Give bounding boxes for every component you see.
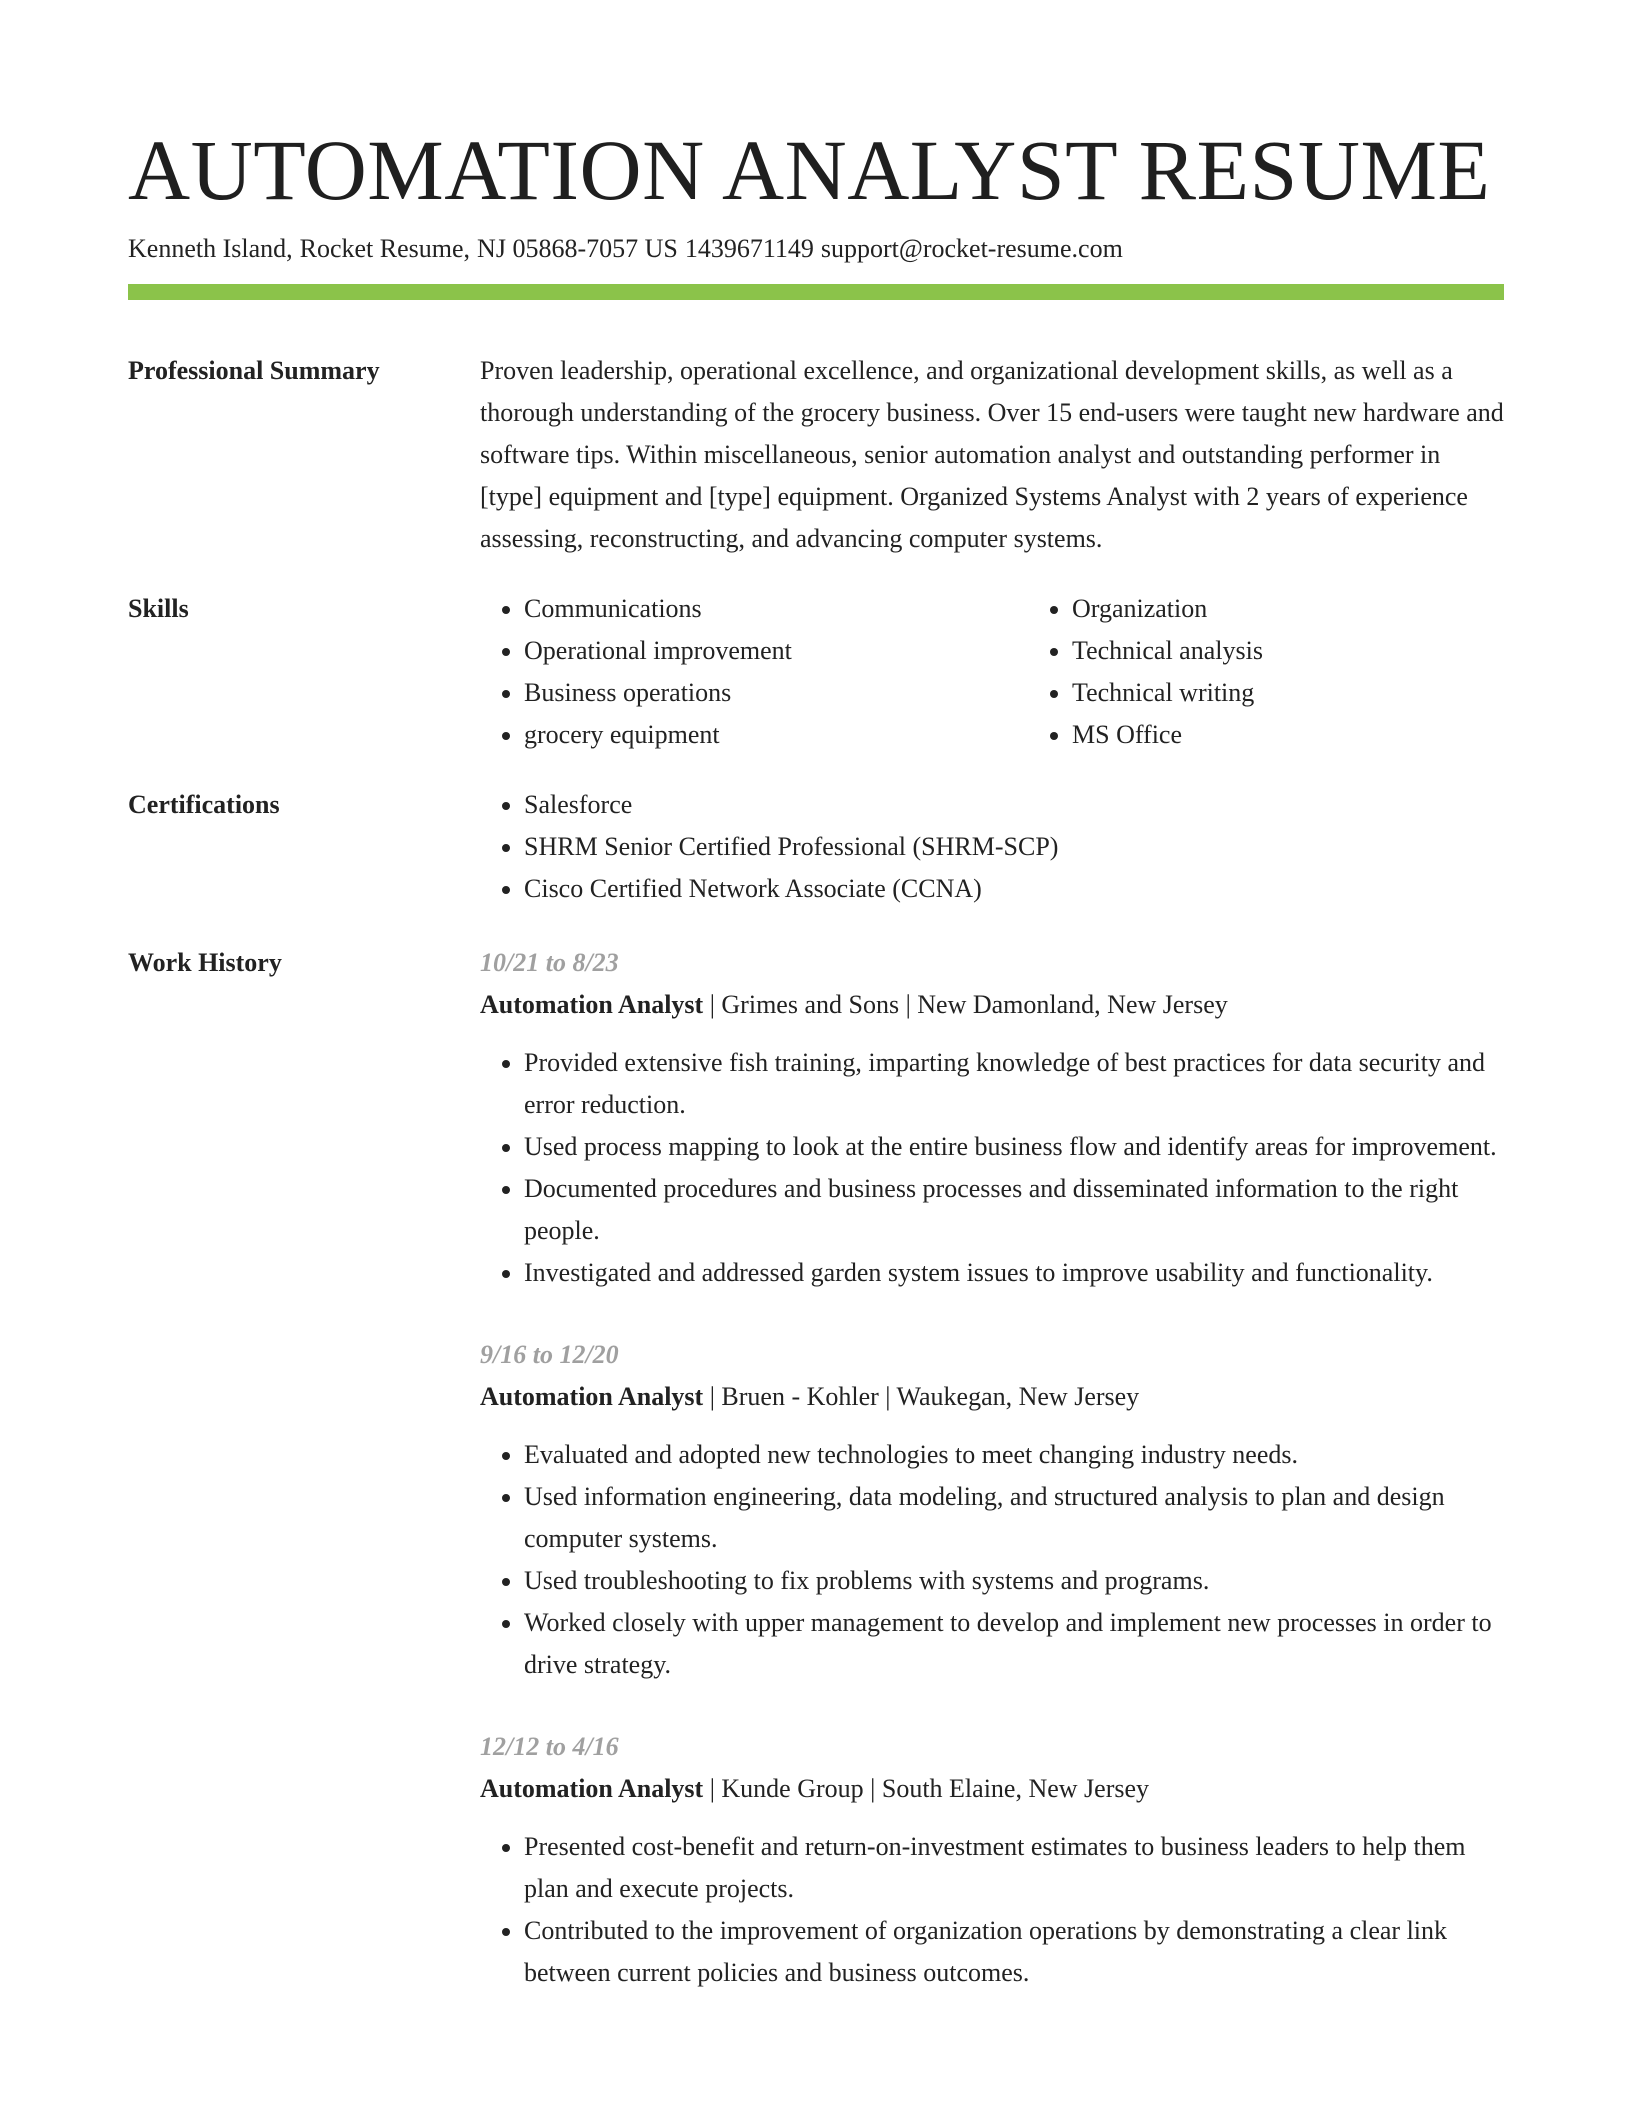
contact-location: NJ 05868-7057 US bbox=[477, 234, 678, 263]
job-heading bbox=[480, 1768, 1504, 1810]
contact-email: support@rocket-resume.com bbox=[820, 234, 1123, 263]
skill-item: • Communications bbox=[524, 588, 1028, 630]
summary-body bbox=[480, 350, 1504, 560]
skill-item: • MS Office bbox=[1072, 714, 1576, 756]
job-heading bbox=[480, 1376, 1504, 1418]
skill-item: • grocery equipment bbox=[524, 714, 1028, 756]
job-title: Automation Analyst bbox=[480, 990, 704, 1019]
certification-item: • Cisco Certified Network Associate (CCNA) bbox=[524, 868, 1504, 910]
contact-name: Kenneth Island, bbox=[128, 234, 293, 263]
contact-company: Rocket Resume, bbox=[299, 234, 471, 263]
job-title: Automation Analyst bbox=[480, 1774, 704, 1803]
skill-item: • Technical writing bbox=[1072, 672, 1576, 714]
skill-item: • Operational improvement bbox=[524, 630, 1028, 672]
job-bullet: • Provided extensive fish training, imparting knowledge of best practices for data security and error reduction. bbox=[524, 1042, 1504, 1126]
certifications-list bbox=[480, 784, 1504, 910]
job-bullet: • Investigated and addressed garden system issues to improve usability and functionality. bbox=[524, 1252, 1504, 1294]
contact-line bbox=[128, 232, 1504, 266]
work-history-body bbox=[480, 942, 1504, 1994]
certification-item: • Salesforce bbox=[524, 784, 1504, 826]
job-bullet: • Contributed to the improvement of organization operations by demonstrating a clear link between current policies and business outcomes. bbox=[524, 1910, 1504, 1994]
skills-label: Skills bbox=[128, 594, 189, 623]
certifications-body bbox=[480, 784, 1504, 910]
work-history-label: Work History bbox=[128, 948, 282, 977]
job-bullets bbox=[480, 1434, 1504, 1686]
job-bullet: • Used information engineering, data modeling, and structured analysis to plan and design computer systems. bbox=[524, 1476, 1504, 1560]
job-details: | Grimes and Sons | New Damonland, New Jersey bbox=[703, 990, 1228, 1019]
skill-item: • Organization bbox=[1072, 588, 1576, 630]
job-heading bbox=[480, 984, 1504, 1026]
job-entry bbox=[480, 942, 1504, 1294]
job-bullet: • Presented cost-benefit and return-on-investment estimates to business leaders to help them plan and execute projects. bbox=[524, 1826, 1504, 1910]
job-dates: 12/12 to 4/16 bbox=[480, 1732, 619, 1761]
job-details: | Kunde Group | South Elaine, New Jersey bbox=[703, 1774, 1150, 1803]
skill-item: • Technical analysis bbox=[1072, 630, 1576, 672]
job-bullet: • Used troubleshooting to fix problems with systems and programs. bbox=[524, 1560, 1504, 1602]
resume-page bbox=[128, 120, 1504, 1994]
skills-body bbox=[480, 588, 1576, 756]
job-dates: 10/21 to 8/23 bbox=[480, 948, 619, 977]
job-bullets bbox=[480, 1826, 1504, 1994]
job-bullet: • Used process mapping to look at the entire business flow and identify areas for improvement. bbox=[524, 1126, 1504, 1168]
job-entry bbox=[480, 1334, 1504, 1686]
header-divider bbox=[128, 284, 1504, 300]
job-entry bbox=[480, 1726, 1504, 1994]
skills-list-right bbox=[1028, 588, 1576, 756]
job-details: | Bruen - Kohler | Waukegan, New Jersey bbox=[703, 1382, 1140, 1411]
certifications-section bbox=[128, 784, 1504, 910]
certification-item: • SHRM Senior Certified Professional (SHRM-SCP) bbox=[524, 826, 1504, 868]
skills-list-left bbox=[480, 588, 1028, 756]
job-title: Automation Analyst bbox=[480, 1382, 704, 1411]
summary-text: Proven leadership, operational excellence, and organizational development skills, as well as a thorough understanding of the grocery business. Over 15 end-users were taught new hardware and software tips. Within miscellaneous, senior automation analyst and outstanding performer in [type] equipment and [type] equipment. Organized Systems Analyst with 2 years of experience assessing, reconstructing, and advancing computer systems. bbox=[480, 356, 1504, 553]
summary-section bbox=[128, 350, 1504, 560]
work-history-section bbox=[128, 942, 1504, 1994]
job-dates: 9/16 to 12/20 bbox=[480, 1340, 619, 1369]
skills-section bbox=[128, 588, 1504, 756]
job-bullets bbox=[480, 1042, 1504, 1294]
summary-label: Professional Summary bbox=[128, 356, 380, 385]
job-bullet: • Documented procedures and business processes and disseminated information to the right people. bbox=[524, 1168, 1504, 1252]
skill-item: • Business operations bbox=[524, 672, 1028, 714]
job-bullet: • Evaluated and adopted new technologies to meet changing industry needs. bbox=[524, 1434, 1504, 1476]
contact-phone: 1439671149 bbox=[684, 234, 814, 263]
certifications-label: Certifications bbox=[128, 790, 280, 819]
resume-title: AUTOMATION ANALYST RESUME bbox=[128, 122, 1491, 218]
job-bullet: • Worked closely with upper management to develop and implement new processes in order to drive strategy. bbox=[524, 1602, 1504, 1686]
